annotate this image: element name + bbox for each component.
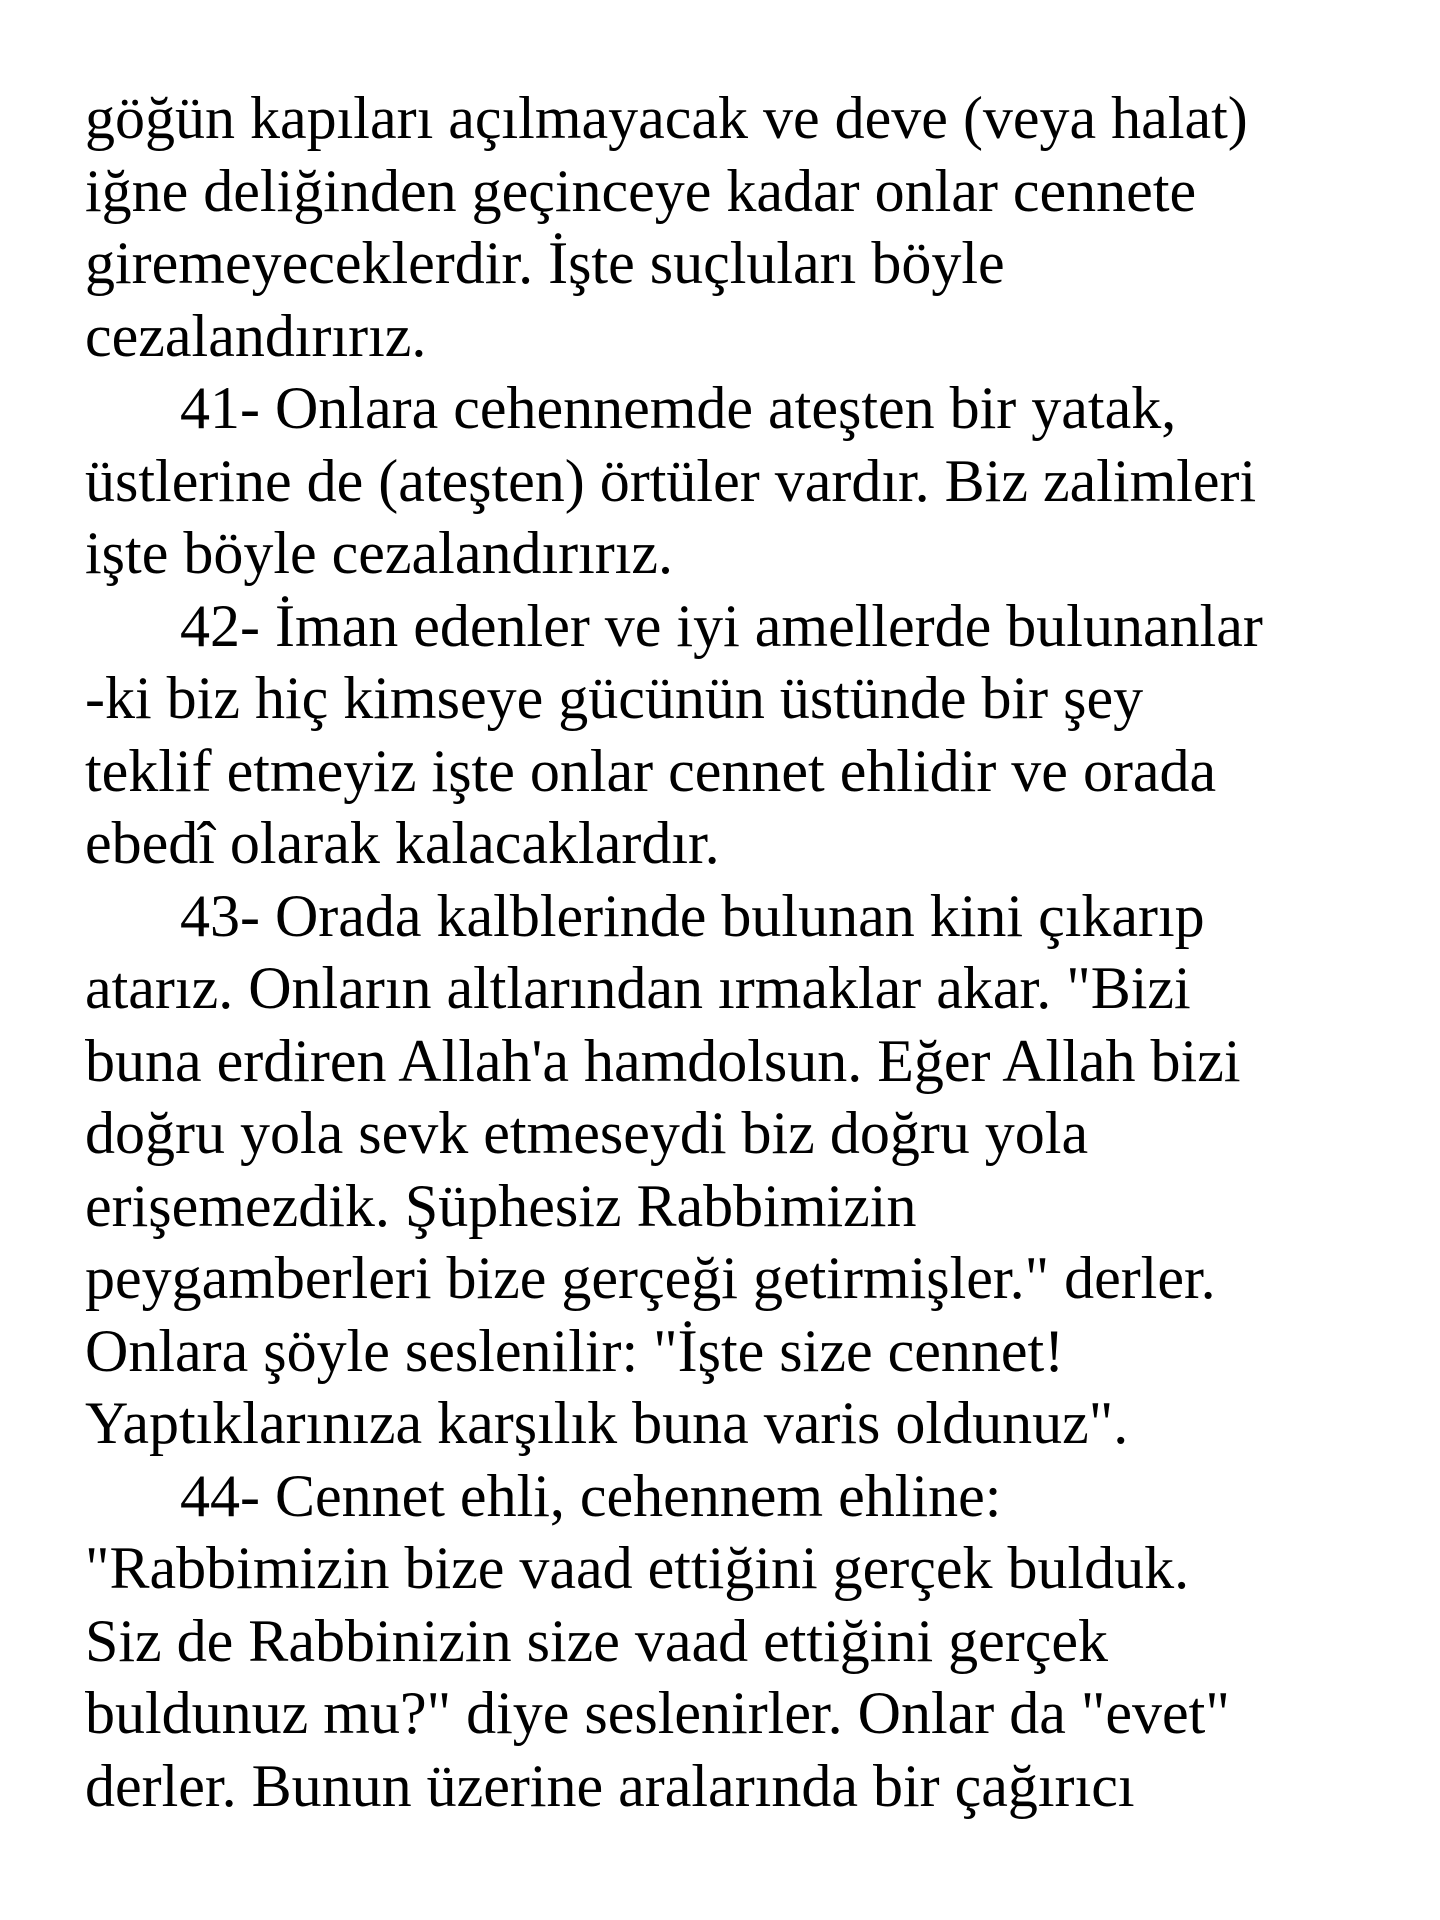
text-line: atarız. Onların altlarından ırmaklar akar. "Bizi	[85, 955, 1191, 1021]
text-line: "Rabbimizin bize vaad ettiğini gerçek bulduk.	[85, 1535, 1190, 1601]
text-line: buldunuz mu?" diye seslenirler. Onlar da "evet"	[85, 1680, 1230, 1746]
text-line: giremeyeceklerdir. İşte suçluları böyle	[85, 230, 1005, 296]
text-line: üstlerine de (ateşten) örtüler vardır. Biz zalimleri	[85, 447, 1257, 514]
text-line: cezalandırırız.	[85, 302, 427, 369]
text-line: -ki biz hiç kimseye gücünün üstünde bir şey	[85, 665, 1144, 731]
body-text	[85, 82, 1425, 1822]
text-line: Yaptıklarınıza karşılık buna varis oldunuz".	[85, 1390, 1129, 1456]
text-line: ebedî olarak kalacaklardır.	[85, 810, 720, 876]
verse-44-start: 44- Cennet ehli, cehennem ehline:	[180, 1462, 1002, 1529]
text-line: buna erdiren Allah'a hamdolsun. Eğer Allah bizi	[85, 1027, 1241, 1094]
text-line: göğün kapıları açılmayacak ve deve (veya halat)	[85, 85, 1248, 151]
verse-42-start: 42- İman edenler ve iyi amellerde bulunanlar	[180, 592, 1263, 659]
text-line: Onlara şöyle seslenilir: "İşte size cennet!	[85, 1317, 1065, 1384]
text-line: erişemezdik. Şüphesiz Rabbimizin	[85, 1172, 917, 1239]
verse-43-start: 43- Orada kalblerinde bulunan kini çıkarıp	[180, 882, 1205, 949]
verse-41-start: 41- Onlara cehennemde ateşten bir yatak,	[180, 375, 1177, 441]
text-line: teklif etmeyiz işte onlar cennet ehlidir ve orada	[85, 737, 1217, 804]
text-line: derler. Bunun üzerine aralarında bir çağırıcı	[85, 1752, 1135, 1819]
text-line: iğne deliğinden geçinceye kadar onlar cennete	[85, 157, 1197, 224]
text-line: işte böyle cezalandırırız.	[85, 520, 674, 586]
text-line: peygamberleri bize gerçeği getirmişler." derler.	[85, 1245, 1216, 1311]
text-line: doğru yola sevk etmeseydi biz doğru yola	[85, 1100, 1089, 1166]
text-line: Siz de Rabbinizin size vaad ettiğini gerçek	[85, 1607, 1108, 1674]
